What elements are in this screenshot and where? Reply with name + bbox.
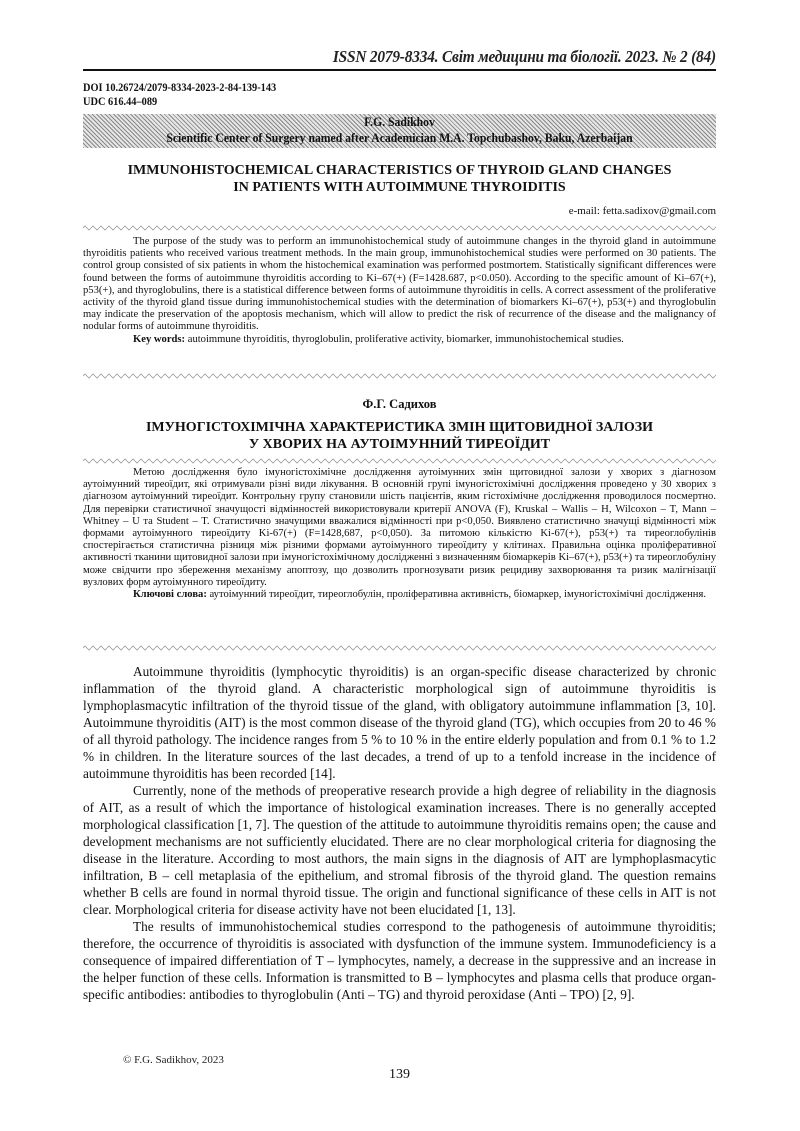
identifiers xyxy=(83,81,276,109)
doi: DOI 10.26724/2079-8334-2023-2-84-139-143 xyxy=(83,82,277,94)
keywords-list: autoimmune thyroiditis, thyroglobulin, proliferative activity, biomarker, immunohistochemical studies. xyxy=(185,333,624,345)
title-line: IN PATIENTS WITH AUTOIMMUNE THYROIDITIS xyxy=(233,180,566,195)
wavy-divider xyxy=(83,373,716,379)
wavy-divider xyxy=(83,225,716,231)
keywords-list: аутоімунний тиреоїдит, тиреоглобулін, проліферативна активність, біомаркер, імуногістохімічні дослідження. xyxy=(206,589,706,601)
running-head: ISSN 2079-8334. Світ медицини та біології. 2023. № 2 (84) xyxy=(332,47,716,66)
abstract-text: Метою дослідження було імуногістохімічне дослідження аутоімунних змін щитовидної залози у хворих з діагнозом аутоімунний тиреоїдит, які отримували різні види лікування. В основній групі імуногістохімічні дослідження проведено у 30 хворих з діагнозом аутоімунний тиреоїдит. Контрольну групу становили шість пацієнтів, яким гістохімічне дослідження проводилося посмертно. Для перевірки статистичної значущості відмінностей використовували критерії ANOVA (F), Kruskal – Wallis – H, Wilcoxon – T, Mann – Whitney – U та Student – T. Статистично значущими вважалися відмінності при p<0,050. Виявлено статистично значущі відмінності між формами аутоімунного тиреоїдиту Ki-67(+) (F=1428,687, p<0,050). За питомою кількістю Ki-67(+), p53(+) та тиреоглобулінів спостерігається статистична різниця між різними формами аутоімунного тиреоїдиту у клітинах. Правильна оцінка проліферативної активності тканини щитовидної залози при імуногістохімічному дослідженні з визначенням біомаркерів Ki–67(+), p53(+) та тиреоглобуліну може свідчити про збереження механізму апоптозу, що дозволить прогнозувати ризик рецидиву захворювання та ризик малігнізації вузлових форм аутоімунного тиреоїдиту. xyxy=(83,467,716,588)
keywords-label: Ключові слова: xyxy=(133,589,207,601)
copyright: © F.G. Sadikhov, 2023 xyxy=(123,1054,224,1066)
author-name: F.G. Sadikhov xyxy=(364,114,435,129)
abstract-en xyxy=(83,236,716,346)
wavy-divider xyxy=(83,458,716,464)
udc: UDC 616.44–089 xyxy=(83,96,158,108)
keywords-en xyxy=(83,334,716,346)
title-line: IMMUNOHISTOCHEMICAL CHARACTERISTICS OF THYROID GLAND CHANGES xyxy=(127,163,672,178)
keywords-label: Key words: xyxy=(133,333,186,345)
page-number: 139 xyxy=(389,1067,410,1082)
article-title-ua xyxy=(83,419,716,453)
body-paragraph: The results of immunohistochemical studies correspond to the pathogenesis of autoimmune thyroiditis; therefore, the occurrence of thyroiditis is associated with dysfunction of the immune system. Immunodeficiency is a consequence of impaired differentiation of T – lymphocytes, namely, a decrease in the suppressive and an increase in the helper function of these cells. Information is transmitted to B – lymphocytes and plasma cells that produce organ-specific antibodies: antibodies to thyroglobulin (Anti – TG) and thyroid peroxidase (Anti – TPO) [2, 9]. xyxy=(83,919,716,1002)
abstract-text: The purpose of the study was to perform an immunohistochemical study of autoimmune changes in the thyroid gland in autoimmune thyroiditis patients who received various treatment methods. In the main group, immunohistochemical studies were performed on 30 patients. The control group consisted of six patients in whom the histochemical examination was performed postmortem. Statistically significant differences were found between the forms of autoimmune thyroiditis according to Ki–67(+) (F=1428.687, p<0.050). According to the specific amount of Ki–67(+), p53(+), and thyroglobulins, there is a statistical difference between forms of autoimmune thyroiditis in cells. A correct assessment of the proliferative activity of the thyroid gland tissue during immunohistochemical studies with the determination of biomarkers Ki–67(+), p53(+) and thyroglobulin may indicate the preservation of the apoptosis mechanism, which will allow to predict the risk of recurrence of the disease and the malignancy of nodular forms of autoimmune thyroiditis. xyxy=(83,236,716,333)
title-line: У ХВОРИХ НА АУТОІМУННИЙ ТИРЕОЇДИТ xyxy=(248,437,551,452)
header-rule xyxy=(83,69,716,71)
author-name-ua: Ф.Г. Садихов xyxy=(362,397,437,411)
article-body xyxy=(83,663,716,1003)
author-band xyxy=(83,114,716,148)
title-line: ІМУНОГІСТОХІМІЧНА ХАРАКТЕРИСТИКА ЗМІН ЩИТОВИДНОЇ ЗАЛОЗИ xyxy=(145,420,654,435)
article-title-en xyxy=(83,162,716,196)
author-email: e-mail: fetta.sadixov@gmail.com xyxy=(568,205,716,217)
affiliation: Scientific Center of Surgery named after Academician M.A. Topchubashov, Baku, Azerbaijan xyxy=(166,130,633,145)
body-paragraph: Autoimmune thyroiditis (lymphocytic thyroiditis) is an organ-specific disease characterized by chronic inflammation of the thyroid gland. A characteristic morphological sign of autoimmune thyroiditis is lymphoplasmacytic infiltration of the thyroid tissue of the gland, with obligatory autoimmune inflammation [3, 10]. Autoimmune thyroiditis (AIT) is the most common disease of the thyroid gland (TG), which occupies from 20 to 46 % of all thyroid pathology. The incidence ranges from 5 % to 10 % in the entire elderly population and from 0.1 % to 1.2 % in children. In the literature sources of the last decades, a trend of up to a tenfold increase in the incidence of autoimmune thyroiditis has been recorded [14]. xyxy=(83,664,716,781)
wavy-divider xyxy=(83,645,716,651)
abstract-ua xyxy=(83,467,716,601)
keywords-ua xyxy=(83,589,716,601)
body-paragraph: Currently, none of the methods of preoperative research provide a high degree of reliability in the diagnosis of AIT, as a result of which the importance of histological examination increases. There is no generally accepted morphological classification [1, 7]. The question of the attitude to autoimmune thyroiditis remains open; the cause and development mechanisms are not sufficiently elucidated. There are no clear morphological criteria for diagnosing the disease in the literature. According to most authors, the main signs in the diagnosis of AIT are lymphoplasmacytic infiltration, B – cell metaplasia of the epithelium, and stromal fibrosis of the thyroid gland. The question remains whether B cells are found in normal thyroid tissue. The origin and functional significance of these cells in AIT is not clear. Morphological criteria for disease activity have not been elucidated [1, 13]. xyxy=(83,783,716,917)
